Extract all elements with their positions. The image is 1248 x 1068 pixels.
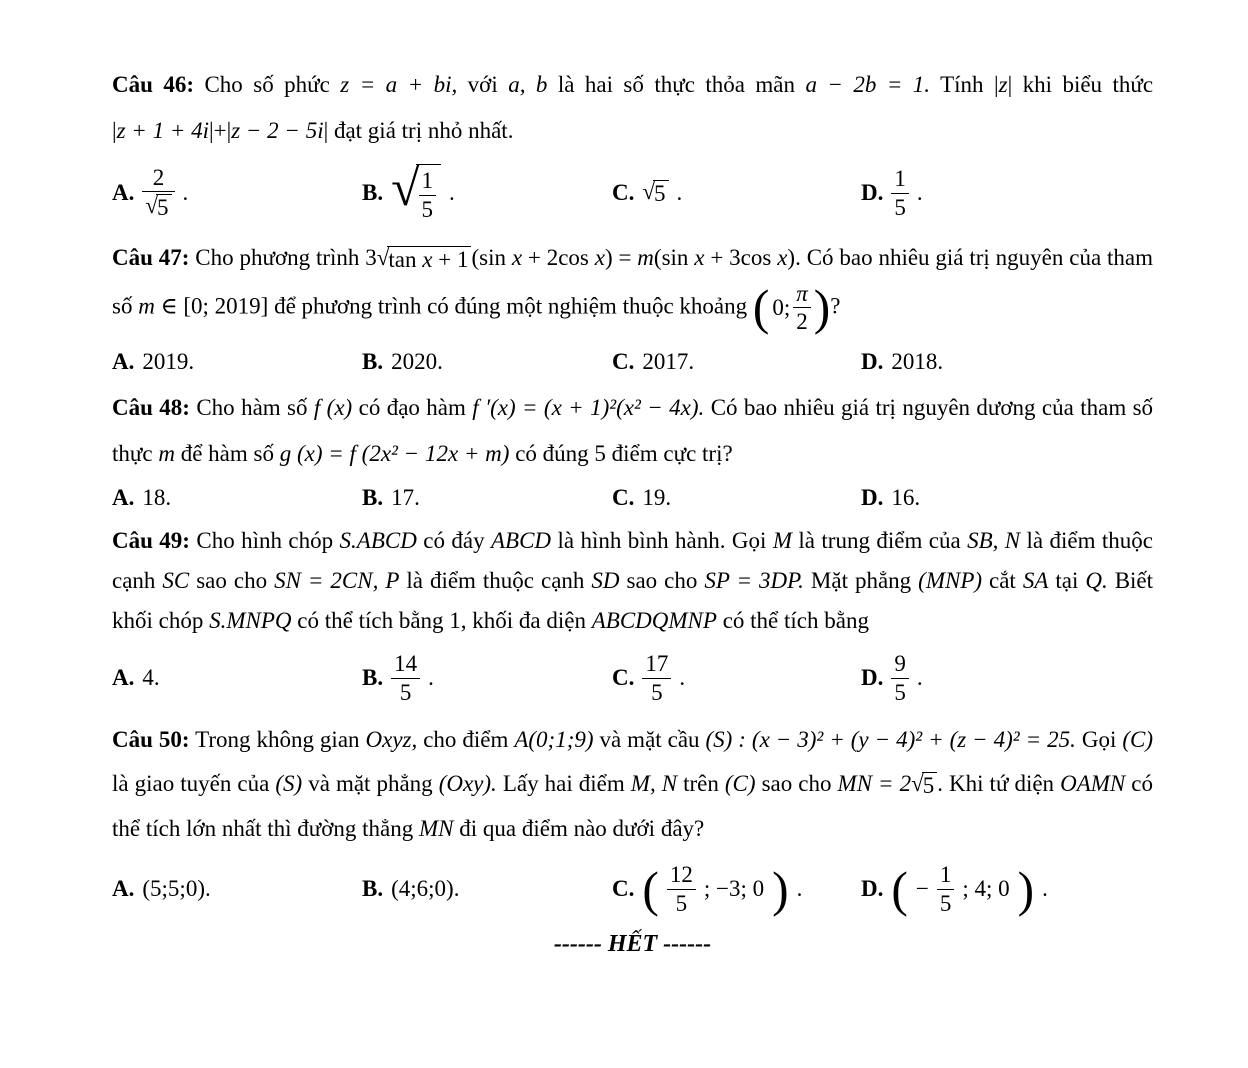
question-50-number: Câu 50: — [112, 726, 190, 752]
text-run: là trung điểm của — [798, 528, 961, 553]
option-label: B. — [362, 876, 384, 902]
text-run: tại — [1055, 568, 1079, 594]
abs-expression — [112, 118, 328, 143]
option-b — [362, 349, 612, 375]
text-run: Gọi — [1081, 726, 1117, 752]
math-run: A(0;1;9) — [514, 726, 594, 752]
big-paren-right: ) — [1017, 861, 1035, 917]
math-run: MN = 2 — [837, 771, 912, 797]
text-run: Tính — [940, 72, 984, 97]
coefficient: 3 — [365, 244, 377, 270]
var-x: x — [511, 244, 523, 270]
denominator: 5 — [939, 890, 952, 916]
numerator: 1 — [419, 168, 437, 196]
period: . — [676, 180, 683, 206]
sqrt — [145, 194, 171, 221]
text-run: Biết khối chóp — [112, 568, 1154, 634]
math-run: M, N — [630, 771, 678, 797]
text-run: là hai số thực thỏa mãn — [557, 72, 795, 97]
math-run: (C) — [1122, 726, 1154, 752]
equation — [365, 245, 801, 270]
math-run: SA — [1022, 568, 1049, 594]
question-50 — [112, 718, 1153, 853]
option-label: B. — [362, 485, 384, 510]
math-run: z — [998, 72, 1008, 97]
option-value: 2019. — [142, 349, 195, 374]
option-label: A. — [112, 665, 135, 691]
math-run: Oxyz, — [365, 726, 418, 752]
fraction — [891, 166, 909, 221]
fraction — [937, 862, 955, 917]
big-paren-right: ) — [813, 280, 831, 336]
option-c — [612, 180, 861, 207]
answers-50 — [112, 862, 1153, 917]
open-interval — [753, 281, 830, 336]
math-run: SP = 3DP. — [704, 568, 804, 594]
math-run: MN — [419, 816, 454, 842]
plus-sign: + — [213, 118, 227, 143]
option-a — [112, 165, 362, 222]
question-47-number: Câu 47: — [112, 244, 190, 270]
text-run: Cho số phức — [204, 72, 330, 97]
math-run: f (x) — [313, 395, 353, 420]
option-d — [861, 349, 1153, 375]
option-label: A. — [112, 180, 135, 206]
zero: 0; — [772, 294, 791, 320]
option-d — [861, 485, 1153, 511]
option-label: D. — [861, 485, 884, 510]
radicand: 5 — [156, 194, 172, 221]
option-label: D. — [861, 349, 884, 374]
numerator: 2 — [142, 165, 174, 193]
sqrt — [911, 772, 937, 799]
question-48 — [112, 385, 1153, 477]
period: . — [679, 665, 686, 691]
math-run: (MNP) — [918, 568, 983, 594]
option-value: 2018. — [891, 349, 944, 374]
text-run: có đáy — [423, 528, 485, 553]
abs-bar: | — [112, 118, 117, 143]
answers-49 — [112, 651, 1153, 706]
math-run: (S) : (x − 3)² + (y − 4)² + (z − 4)² = 25. — [705, 726, 1076, 752]
math-run: a, b — [508, 72, 548, 97]
question-46-number: Câu 46: — [112, 72, 195, 97]
fn-cos: + 3cos — [704, 244, 778, 270]
fn-sin: (sin — [471, 244, 512, 270]
option-label: A. — [112, 349, 135, 374]
math-run: SN = 2CN, P — [274, 568, 400, 594]
denominator: 5 — [399, 679, 412, 705]
option-value: 16. — [891, 485, 921, 510]
fraction — [793, 281, 811, 336]
option-label: C. — [612, 349, 635, 374]
text-run: sao cho — [761, 771, 832, 797]
abs-bar: | — [209, 118, 214, 143]
text-run: + 1 — [432, 246, 469, 272]
end-marker: ------ HẾT ------ — [553, 930, 712, 957]
option-value: 4. — [142, 665, 160, 691]
big-paren-left: ( — [752, 280, 770, 336]
text-run: Cho hàm số — [196, 395, 308, 420]
option-label: A. — [112, 485, 135, 510]
var-x: x — [422, 246, 433, 272]
denominator: 5 — [651, 679, 663, 705]
option-value: 17. — [391, 485, 420, 510]
text-run: Lấy hai điểm — [502, 771, 625, 797]
text-run: khi biểu thức — [1022, 72, 1154, 97]
abs-bar: | — [323, 118, 329, 143]
radicand: 5 — [922, 772, 938, 799]
math-run: ABCDQMNP — [591, 608, 717, 634]
text-run: Trong không gian — [195, 726, 360, 752]
option-a — [112, 349, 362, 375]
denominator: 2 — [796, 309, 808, 335]
fn-sin: (sin — [653, 244, 695, 270]
answers-46 — [112, 160, 1153, 223]
math-run: S.MNPQ — [209, 608, 292, 634]
abs-bar: | — [994, 72, 999, 97]
big-paren-left: ( — [891, 861, 908, 917]
option-label: C. — [612, 485, 635, 510]
text-run: có thể tích lớn nhất thì đường thẳng — [112, 771, 1153, 842]
period: . — [1042, 876, 1048, 902]
math-run: SC — [162, 568, 190, 594]
math-run: ABCD — [490, 528, 552, 553]
option-value: (4;6;0). — [391, 876, 460, 902]
option-label: D. — [861, 180, 884, 206]
text-run: Khi tứ diện — [949, 771, 1055, 797]
option-c — [612, 485, 861, 511]
fn-tan: tan — [388, 246, 423, 272]
radicand — [416, 164, 442, 223]
math-run: SD — [591, 568, 620, 594]
sqrt — [391, 160, 441, 223]
option-label: C. — [612, 180, 635, 206]
radical-icon: √ — [391, 160, 420, 217]
text-run: có đúng 5 điểm cực trị? — [515, 441, 733, 466]
numerator: 1 — [891, 166, 909, 194]
option-label: D. — [861, 876, 884, 902]
question-48-number: Câu 48: — [112, 395, 190, 420]
fraction — [642, 651, 671, 706]
text-run: có thể tích bằng — [722, 608, 869, 634]
math-run: SB, N — [967, 528, 1021, 553]
math-run: g (x) = f (2x² − 12x + m) — [279, 441, 510, 466]
math-run: (C) — [724, 771, 756, 797]
denominator: 5 — [894, 194, 906, 220]
exam-content — [112, 62, 1153, 958]
coords-rest: ; 4; 0 — [962, 876, 1010, 902]
option-c — [612, 349, 861, 375]
math-run: z = a + bi, — [340, 72, 458, 97]
option-label: C. — [612, 665, 635, 691]
interval: ∈ [0; 2019] — [160, 293, 269, 319]
interval-run — [138, 293, 268, 318]
var-m: m — [637, 244, 654, 270]
text-run: sao cho — [626, 568, 698, 594]
equals: ) = — [604, 244, 638, 270]
math-run: (Oxy). — [438, 771, 497, 797]
period: . — [916, 180, 923, 206]
text-run: là hình bình hành. Gọi — [557, 528, 767, 553]
denominator: 5 — [894, 679, 906, 705]
option-b — [362, 876, 612, 902]
var-x: x — [694, 244, 705, 270]
option-c — [612, 862, 861, 917]
var-m: m — [138, 293, 155, 319]
var-x: x — [777, 244, 788, 270]
option-value: 2017. — [642, 349, 695, 374]
text-run: có đạo hàm — [358, 395, 466, 420]
option-d — [861, 166, 1153, 221]
text-run: là giao tuyến của — [112, 771, 270, 797]
option-c — [612, 651, 861, 706]
text-run: cho điểm — [423, 726, 509, 752]
text-run: Cho hình chóp — [196, 528, 334, 553]
option-a — [112, 485, 362, 511]
numerator-pi: π — [793, 281, 811, 309]
math-run: Q. — [1085, 568, 1108, 594]
radical-icon: √ — [642, 178, 655, 204]
fraction — [142, 165, 174, 222]
text-run: đạt giá trị nhỏ nhất. — [333, 118, 514, 143]
numerator: 14 — [391, 651, 420, 679]
math-run: OAMN — [1060, 771, 1126, 797]
question-49-number: Câu 49: — [112, 528, 190, 553]
option-value: 2020. — [391, 349, 443, 374]
radical-icon: √ — [145, 193, 158, 219]
period: . — [428, 665, 434, 691]
minus-sign: − — [915, 876, 929, 902]
question-46 — [112, 62, 1153, 154]
math-run: S.ABCD — [339, 528, 417, 553]
text-run: có thể tích bằng 1, khối đa diện — [297, 608, 586, 634]
math-run: f ′(x) = (x + 1)²(x² − 4x). — [472, 395, 705, 420]
denominator: 5 — [421, 196, 433, 222]
option-label: A. — [112, 876, 135, 902]
period: . — [916, 665, 923, 691]
math-run: z + 1 + 4i — [116, 118, 209, 143]
answers-47 — [112, 349, 1153, 375]
option-value: (5;5;0). — [142, 876, 211, 902]
text-run: Mặt phẳng — [810, 568, 912, 594]
radical-icon: √ — [376, 244, 390, 270]
fraction — [891, 651, 909, 706]
coords-rest: ; −3; 0 — [703, 876, 765, 902]
abs-bar: | — [1007, 72, 1013, 97]
text-run: đi qua điểm nào dưới đây? — [459, 816, 705, 842]
math-run: z − 2 − 5i — [231, 118, 324, 143]
option-value: 18. — [142, 485, 172, 510]
text-run: Có bao nhiêu giá trị nguyên dương của tham số thực — [112, 395, 1154, 466]
fn-cos: + 2cos — [522, 244, 595, 270]
text-run: trên — [683, 771, 719, 797]
text-run: để phương trình có đúng một nghiệm thuộc khoảng — [274, 293, 748, 319]
text-run: và mặt cầu — [599, 726, 700, 752]
numerator: 1 — [937, 862, 955, 890]
abs-z — [994, 72, 1012, 97]
numerator: 17 — [642, 651, 671, 679]
fraction — [419, 168, 437, 223]
text-run: cắt — [989, 568, 1016, 594]
option-d — [861, 862, 1153, 917]
radicand — [387, 246, 471, 273]
var-x: x — [594, 244, 605, 270]
option-a — [112, 665, 362, 691]
option-b — [362, 160, 612, 223]
option-d — [861, 651, 1153, 706]
big-paren-left: ( — [642, 861, 659, 917]
radical-icon: √ — [911, 771, 924, 797]
text-run: Có bao nhiêu giá trị nguyên của tham số — [112, 244, 1153, 319]
sqrt — [642, 180, 668, 207]
question-47 — [112, 235, 1153, 336]
denominator — [142, 192, 174, 221]
big-paren-right: ) — [772, 861, 789, 917]
option-b — [362, 485, 612, 511]
option-label: D. — [861, 665, 884, 691]
text-run: sao cho — [196, 568, 268, 594]
text-run: là điểm thuộc cạnh — [112, 528, 1154, 594]
period: . — [796, 876, 803, 902]
question-mark: ? — [830, 293, 841, 319]
text-run: Cho phương trình — [195, 244, 360, 270]
mn-length — [837, 771, 943, 799]
option-label: B. — [362, 349, 384, 374]
period: . — [182, 180, 189, 206]
math-run: M — [772, 528, 792, 553]
close-paren: ). — [787, 244, 801, 270]
option-b — [362, 651, 612, 706]
question-49 — [112, 521, 1153, 641]
var-m: m — [158, 441, 175, 466]
option-label: B. — [362, 180, 384, 206]
text-run: và mặt phẳng — [308, 771, 433, 797]
option-value: 19. — [642, 485, 672, 510]
option-label: B. — [362, 665, 384, 691]
option-a — [112, 876, 362, 902]
radicand: 5 — [653, 180, 669, 207]
text-run: với — [467, 72, 498, 97]
period: . — [449, 180, 455, 206]
sqrt — [377, 246, 472, 273]
numerator: 12 — [667, 862, 696, 890]
math-run: a − 2b = 1. — [805, 72, 931, 97]
period: . — [937, 771, 943, 797]
answers-48 — [112, 485, 1153, 511]
fraction — [667, 862, 696, 917]
numerator: 9 — [891, 651, 909, 679]
math-run: (S) — [275, 771, 303, 797]
denominator: 5 — [675, 890, 688, 916]
option-label: C. — [612, 876, 635, 902]
text-run: để hàm số — [180, 441, 274, 466]
text-run: là điểm thuộc cạnh — [406, 568, 585, 594]
abs-bar: | — [226, 118, 232, 143]
fraction — [391, 651, 420, 706]
